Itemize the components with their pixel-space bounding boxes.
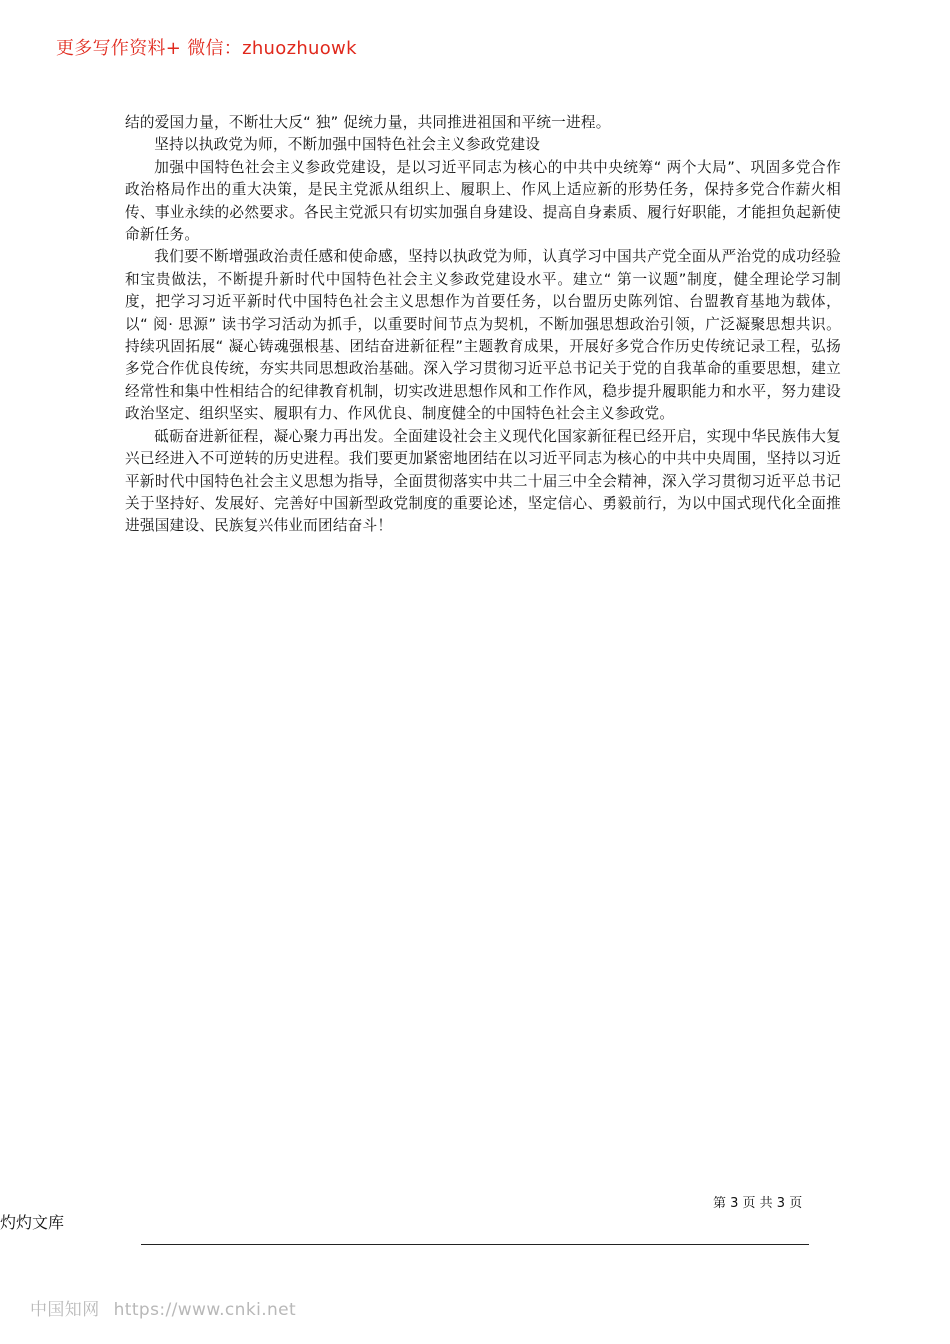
body-paragraph: 我们要不断增强政治责任感和使命感，坚持以执政党为师，认真学习中国共产党全面从严治党的成功经验和宝贵做法，不断提升新时代中国特色社会主义参政党建设水平。建立“ 第一议题”制度，健全理论学习制度，把学习习近平新时代中国特色社会主义思想作为首要任务，以台盟历史陈列馆、台盟教育基地为载体，以“ 阅· 思源” 读书学习活动为抓手，以重要时间节点为契机，不断加强思想政治引领，广泛凝聚思想共识。持续巩固拓展“ 凝心铸魂强根基、团结奋进新征程”主题教育成果，开展好多党合作历史传统记录工程，弘扬多党合作优良传统，夯实共同思想政治基础。深入学习贯彻习近平总书记关于党的自我革命的重要思想，建立经常性和集中性相结合的纪律教育机制，切实改进思想作风和工作作风，稳步提升履职能力和水平，努力建设政治坚定、组织坚实、履职有力、作风优良、制度健全的中国特色社会主义参政党。 [125,248,841,423]
document-body [125,112,841,538]
watermark-site-name: 中国知网 [30,1300,100,1320]
footer-brand: 灼灼文库 [0,1213,65,1232]
continuation-paragraph: 结的爱国力量，不断壮大反“ 独” 促统力量，共同推进祖国和平统一进程。 [125,114,611,131]
page-number: 第 3 页 共 3 页 [713,1196,803,1211]
body-paragraph: 砥砺奋进新征程，凝心聚力再出发。全面建设社会主义现代化国家新征程已经开启，实现中华民族伟大复兴已经进入不可逆转的历史进程。我们要更加紧密地团结在以习近平同志为核心的中共中央周围，坚持以习近平新时代中国特色社会主义思想为指导，全面贯彻落实中共二十届三中全会精神，深入学习贯彻习近平总书记关于坚持好、发展好、完善好中国新型政党制度的重要论述，坚定信心、勇毅前行，为以中国式现代化全面推进强国建设、民族复兴伟业而团结奋斗！ [125,427,841,535]
watermark-url: https://www.cnki.net [113,1300,297,1320]
promo-banner: 更多写作资料+ 微信：zhuozhuowk [56,38,357,59]
body-paragraph: 加强中国特色社会主义参政党建设，是以习近平同志为核心的中共中央统筹“ 两个大局”、巩固多党合作政治格局作出的重大决策，是民主党派从组织上、履职上、作风上适应新的形势任务，保持多党合作薪火相传、事业永续的必然要求。各民主党派只有切实加强自身建设、提高自身素质、履行好职能，才能担负起新使命新任务。 [125,158,841,244]
section-heading: 坚持以执政党为师，不断加强中国特色社会主义参政党建设 [154,136,541,154]
footer-divider [141,1244,809,1245]
watermark [30,1295,296,1320]
